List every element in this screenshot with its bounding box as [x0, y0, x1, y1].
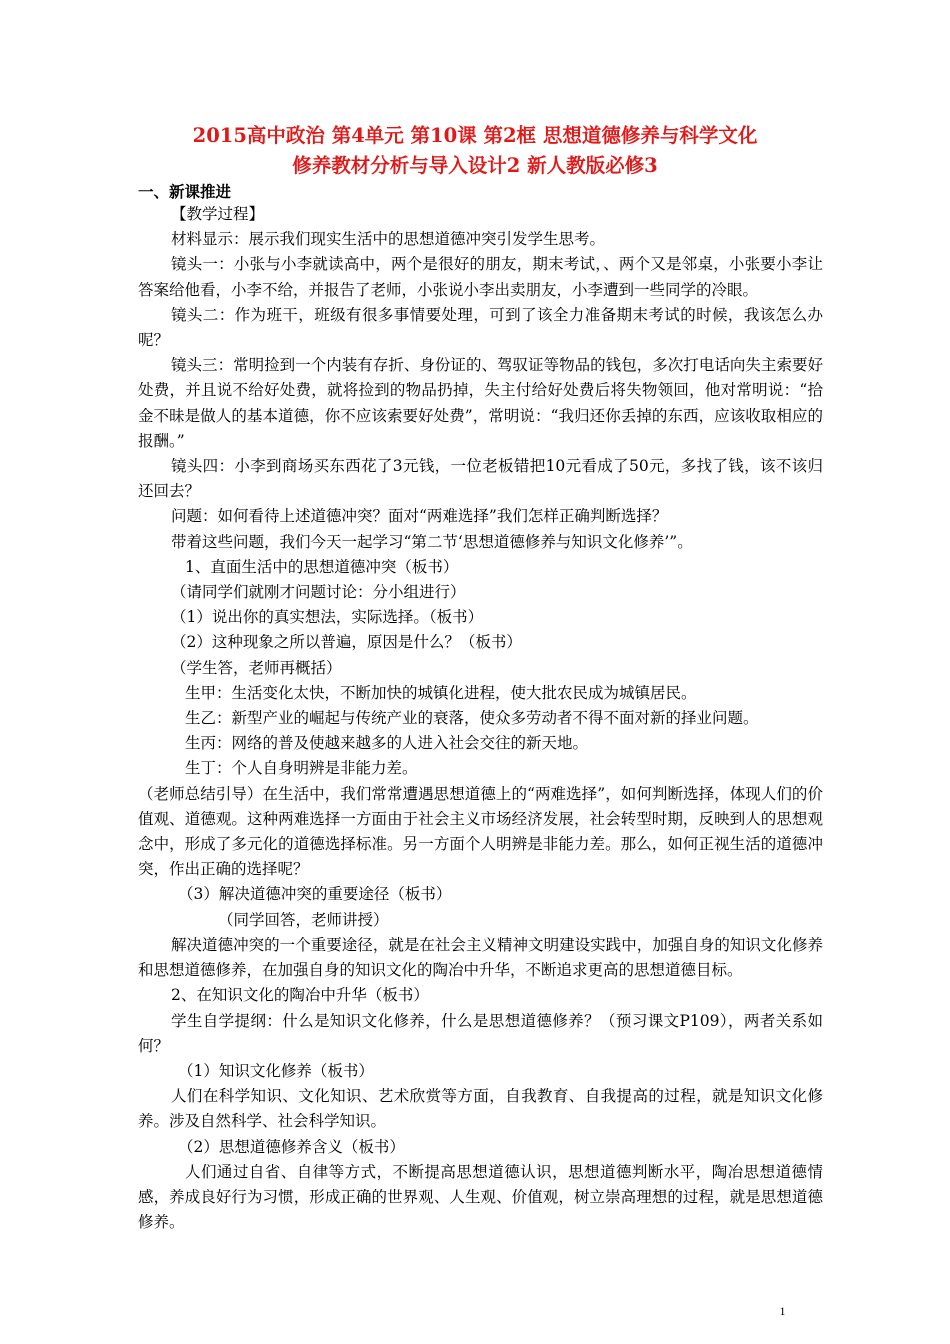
paragraph: 镜头三：常明捡到一个内装有存折、身份证的、驾驭证等物品的钱包，多次打电话向失主索要好处费，并且说不给好处费，就将捡到的物品扔掉，失主付给好处费后将失物领回，他对常明说：“拾金不昧是做人的基本道德，你不应该索要好处费”，常明说：“我归还你丢掉的东西，应该收取相应的报酬。”: [138, 356, 823, 450]
paragraph: 2、在知识文化的陶冶中升华（板书）: [171, 986, 429, 1005]
paragraph: 带着这些问题，我们今天一起学习“第二节‘思想道德修养与知识文化修养’”。: [171, 532, 693, 551]
paragraph: （学生答，老师再概括）: [171, 658, 342, 677]
document-body: [138, 202, 823, 1235]
title-line-1: 2015高中政治 第4单元 第10课 第2框 思想道德修养与科学文化: [192, 124, 758, 147]
paragraph: 镜头四：小李到商场买东西花了3元钱，一位老板错把10元看成了50元，多找了钱，该不该归还回去？: [138, 457, 823, 501]
paragraph: （2）这种现象之所以普遍，原因是什么？（板书）: [171, 633, 522, 652]
paragraph: 生甲：生活变化太快，不断加快的城镇化进程，使大批农民成为城镇居民。: [185, 683, 697, 702]
paragraph: （老师总结引导）在生活中，我们常常遭遇思想道德上的“两难选择”，如何判断选择，体现人们的价值观、道德观。这种两难选择一方面由于社会主义市场经济发展，社会转型时期，反映到人的思想观念中，形成了多元化的道德选择标准。另一方面个人明辨是非能力差。那么，如何正视生活的道德冲突，作出正确的选择呢？: [138, 784, 823, 879]
paragraph: （2）思想道德修养含义（板书）: [178, 1137, 405, 1156]
paragraph: （请同学们就刚才问题讨论：分小组进行）: [171, 583, 466, 602]
paragraph: 材料显示：展示我们现实生活中的思想道德冲突引发学生思考。: [171, 230, 606, 249]
paragraph: 人们通过自省、自律等方式，不断提高思想道德认识，思想道德判断水平，陶冶思想道德情感，养成良好行为习惯，形成正确的世界观、人生观、价值观，树立崇高理想的过程，就是思想道德修养。: [138, 1162, 823, 1232]
document-title: [60, 121, 890, 181]
paragraph: （1）说出你的真实想法，实际选择。（板书）: [171, 608, 484, 627]
paragraph: 1、直面生活中的思想道德冲突（板书）: [185, 557, 459, 576]
paragraph: 生乙：新型产业的崛起与传统产业的衰落，使众多劳动者不得不面对新的择业问题。: [185, 709, 759, 728]
paragraph: 解决道德冲突的一个重要途径，就是在社会主义精神文明建设实践中，加强自身的知识文化修养和思想道德修养，在加强自身的知识文化的陶冶中升华，不断追求更高的思想道德目标。: [138, 935, 823, 980]
paragraph: 生丙：网络的普及使越来越多的人进入社会交往的新天地。: [185, 734, 589, 753]
paragraph: （同学回答，老师讲授）: [218, 910, 389, 929]
paragraph: 镜头一：小张与小李就读高中，两个是很好的朋友，期末考试，、两个又是邻桌，小张要小李让答案给他看，小李不给，并报告了老师，小张说小李出卖朋友，小李遭到一些同学的冷眼。: [138, 255, 823, 299]
paragraph: 镜头二：作为班干，班级有很多事情要处理，可到了该全力准备期末考试的时候，我该怎么办呢？: [138, 305, 823, 350]
paragraph: （3）解决道德冲突的重要途径（板书）: [178, 885, 452, 904]
paragraph: （1）知识文化修养（板书）: [178, 1061, 374, 1080]
section-heading: 一、新课推进: [138, 183, 232, 201]
paragraph: 学生自学提纲：什么是知识文化修养，什么是思想道德修养？（预习课文P109），两者关系如何？: [138, 1011, 823, 1055]
paragraph: 问题：如何看待上述道德冲突？面对“两难选择”我们怎样正确判断选择？: [171, 507, 668, 526]
paragraph: 【教学过程】: [171, 205, 265, 223]
title-line-2: 修养教材分析与导入设计2 新人教版必修3: [292, 154, 658, 177]
page-number: 1: [779, 1304, 786, 1318]
paragraph: 人们在科学知识、文化知识、艺术欣赏等方面，自我教育、自我提高的过程，就是知识文化修养。涉及自然科学、社会科学知识。: [138, 1087, 823, 1131]
paragraph: 生丁：个人自身明辨是非能力差。: [185, 759, 418, 778]
